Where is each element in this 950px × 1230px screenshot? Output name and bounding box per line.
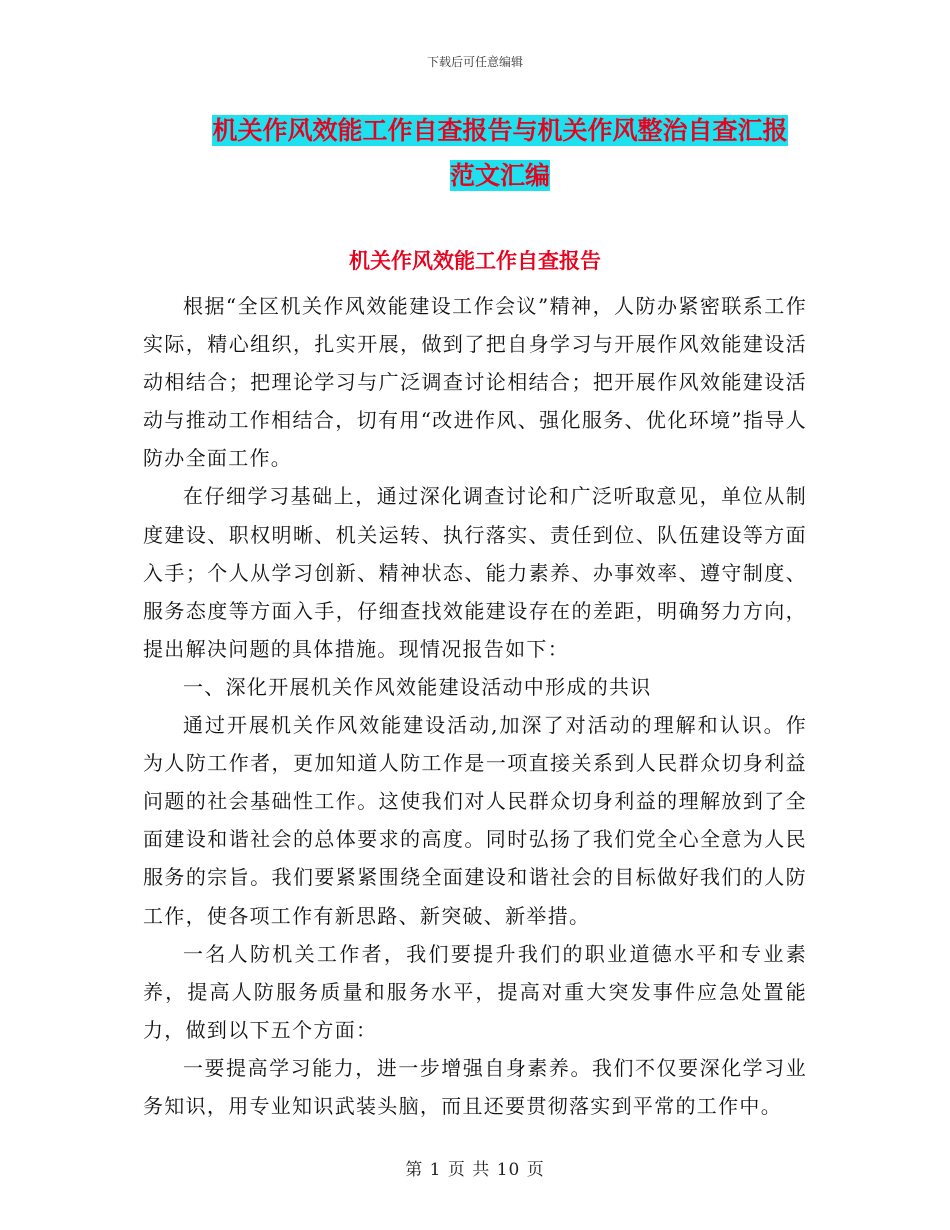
page-number: 第 1 页 共 10 页 xyxy=(405,1160,545,1180)
document-title-line-2: 范文汇编 xyxy=(449,161,550,190)
paragraph: 一名人防机关工作者，我们要提升我们的职业道德水平和专业素养，提高人防服务质量和服务水平，提高对重大突发事件应急处置能力，做到以下五个方面： xyxy=(143,941,807,1042)
paragraph: 根据“全区机关作风效能建设工作会议”精神，人防办紧密联系工作实际，精心组织，扎实开展，做到了把自身学习与开展作风效能建设活动相结合；把理论学习与广泛调查讨论相结合；把开展作风效能建设活动与推动工作相结合，切有用“改进作风、强化服务、优化环境”指导人防办全面工作。 xyxy=(143,294,807,471)
section-title: 机关作风效能工作自查报告 xyxy=(349,248,601,273)
document-title-line-1: 机关作风效能工作自查报告与机关作风整治自查汇报 xyxy=(212,116,788,145)
paragraph: 在仔细学习基础上，通过深化调查讨论和广泛听取意见，单位从制度建设、职权明晰、机关运转、执行落实、责任到位、队伍建设等方面入手；个人从学习创新、精神状态、能力素养、办事效率、遵守制度、服务态度等方面入手，仔细查找效能建设存在的差距，明确努力方向，提出解决问题的具体措施。现情况报告如下： xyxy=(143,484,807,661)
section-heading: 一、深化开展机关作风效能建设活动中形成的共识 xyxy=(183,674,652,699)
document-title xyxy=(140,108,860,198)
paragraph: 一要提高学习能力，进一步增强自身素养。我们不仅要深化学习业务知识，用专业知识武装头脑，而且还要贯彻落实到平常的工作中。 xyxy=(143,1055,807,1118)
paragraph: 通过开展机关作风效能建设活动,加深了对活动的理解和认识。作为人防工作者，更加知道人防工作是一项直接关系到人民群众切身利益问题的社会基础性工作。这使我们对人民群众切身利益的理解放到了全面建设和谐社会的总体要求的高度。同时弘扬了我们党全心全意为人民服务的宗旨。我们要紧紧围绕全面建设和谐社会的目标做好我们的人防工作，使各项工作有新思路、新突破、新举措。 xyxy=(143,713,807,928)
document-body xyxy=(143,287,807,1125)
header-note: 下载后可任意编辑 xyxy=(426,55,523,69)
